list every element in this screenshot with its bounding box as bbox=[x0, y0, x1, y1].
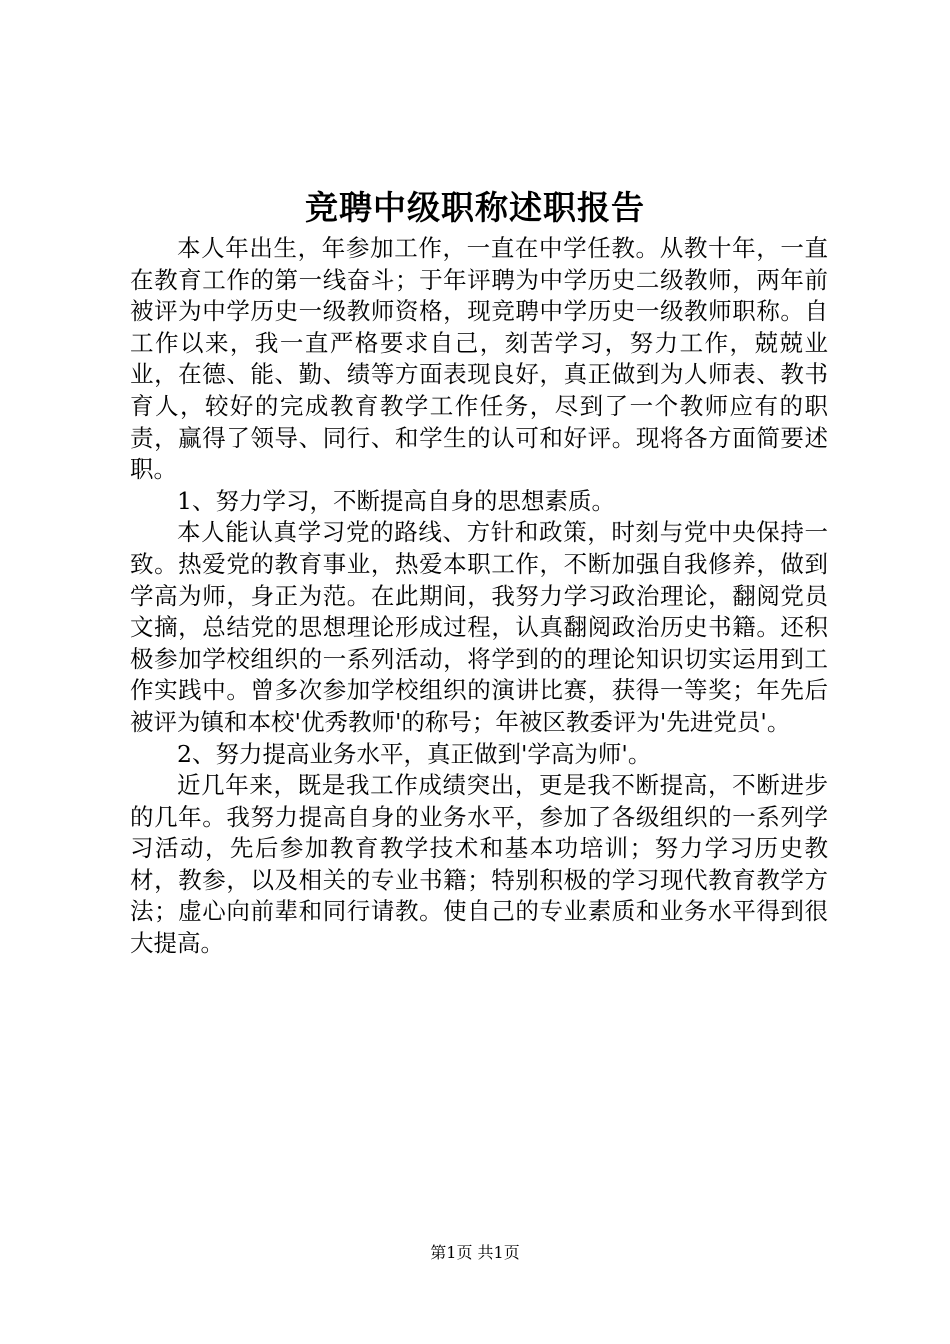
section-1-paragraph: 本人能认真学习党的路线、方针和政策，时刻与党中央保持一致。热爱党的教育事业，热爱本职工作，不断加强自我修养，做到学高为师，身正为范。在此期间，我努力学习政治理论，翻阅党员文摘，总结党的思想理论形成过程，认真翻阅政治历史书籍。还积极参加学校组织的一系列活动，将学到的的理论知识切实运用到工作实践中。曾多次参加学校组织的演讲比赛，获得一等奖；年先后被评为镇和本校'优秀教师'的称号；年被区教委评为'先进党员'。 bbox=[130, 518, 828, 736]
section-heading-1: 1、努力学习，不断提高自身的思想素质。 bbox=[177, 486, 615, 515]
document-body bbox=[130, 233, 828, 960]
section-heading-2: 2、努力提高业务水平，真正做到'学高为师'。 bbox=[177, 739, 652, 768]
document-title: 竞聘中级职称述职报告 bbox=[305, 188, 645, 227]
section-2-paragraph: 近几年来，既是我工作成绩突出，更是我不断提高，不断进步的几年。我努力提高自身的业务水平，参加了各级组织的一系列学习活动，先后参加教育教学技术和基本功培训；努力学习历史教材，教参，以及相关的专业书籍；特别积极的学习现代教育教学方法；虚心向前辈和同行请教。使自己的专业素质和业务水平得到很大提高。 bbox=[130, 771, 828, 958]
page-footer: 第1页 共1页 bbox=[430, 1243, 520, 1262]
intro-paragraph: 本人年出生，年参加工作，一直在中学任教。从教十年，一直在教育工作的第一线奋斗；于年评聘为中学历史二级教师，两年前被评为中学历史一级教师资格，现竞聘中学历史一级教师职称。自工作以来，我一直严格要求自己，刻苦学习，努力工作，兢兢业业，在德、能、勤、绩等方面表现良好，真正做到为人师表、教书育人，较好的完成教育教学工作任务，尽到了一个教师应有的职责，赢得了领导、同行、和学生的认可和好评。现将各方面简要述职。 bbox=[130, 234, 828, 484]
